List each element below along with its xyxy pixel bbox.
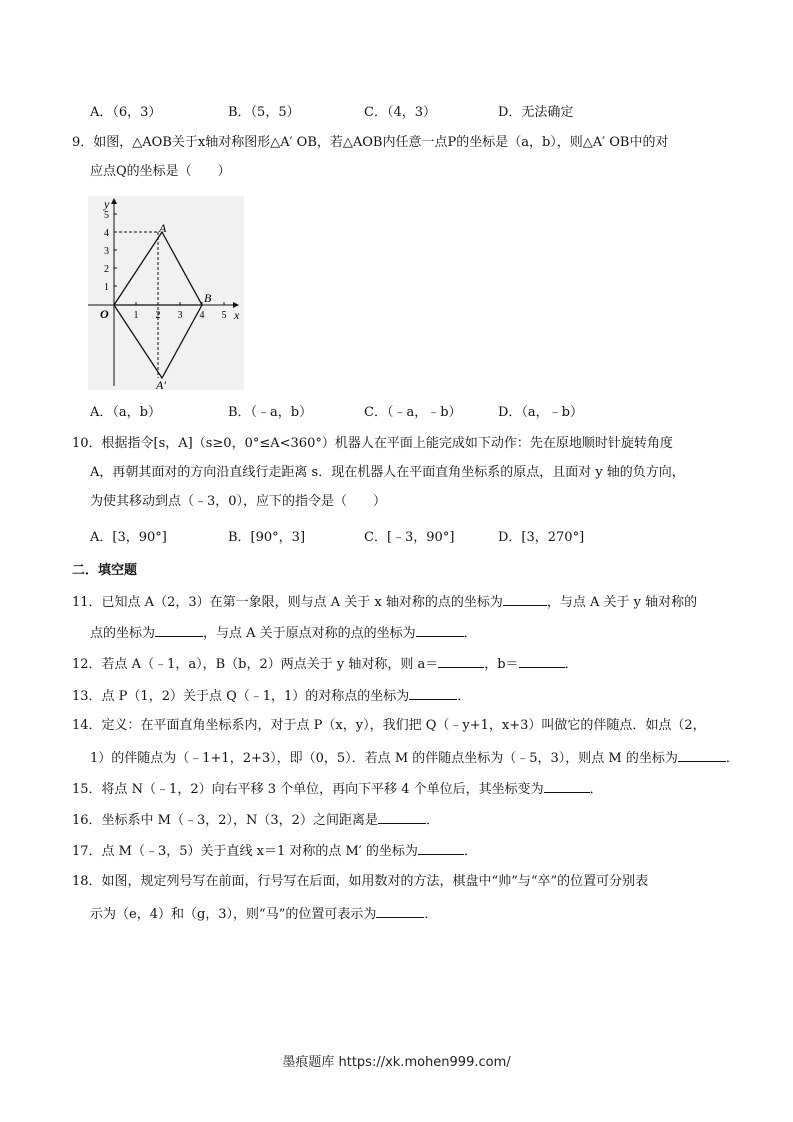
q11-blank-2 <box>155 622 203 637</box>
y-tick-label: 1 <box>104 282 109 293</box>
q11-blank-3 <box>416 622 464 637</box>
q17-blank <box>418 840 464 855</box>
q11-line1 <box>72 591 697 613</box>
origin-label: O <box>100 307 109 321</box>
q17-line <box>72 840 477 862</box>
q15-line <box>72 778 603 800</box>
q18-text-a: 示为（e，4）和（g，3），则“马”的位置可表示为 <box>90 907 377 922</box>
q15-text-b: ． <box>589 782 603 797</box>
q9-figure-svg <box>88 196 244 390</box>
q9-option-d: D．（a，﹣b） <box>498 405 583 420</box>
q12-blank-2 <box>519 653 565 668</box>
q10-option-d: D．[3，270°] <box>498 530 585 545</box>
point-a-prime-label: A′ <box>156 378 166 390</box>
q11-text-a: 11．已知点 A（2，3）在第一象限，则与点 A 关于 x 轴对称的点的坐标为 <box>72 595 503 610</box>
q12-text-c: ． <box>564 657 578 672</box>
q13-text-a: 13．点 P（1，2）关于点 Q（﹣1，1）的对称点的坐标为 <box>72 689 410 704</box>
q11-text-d: ，与点 A 关于原点对称的点的坐标为 <box>203 626 416 641</box>
page-footer-watermark: 墨痕题库 https://xk.mohen999.com/ <box>282 1055 511 1070</box>
q16-blank <box>378 809 426 824</box>
q10-question-line1: 10．根据指令[s，A]（s≥0，0°≤A<360°）机器人在平面上能完成如下动作：先在原地顺时针旋转角度 <box>72 436 673 451</box>
x-tick-label: 3 <box>177 310 183 321</box>
q8-option-c: C．（4，3） <box>364 105 436 120</box>
q9-question-line1: 9．如图，△AOB关于x轴对称图形△A′ OB，若△AOB内任意一点P的坐标是（a，b），则△A′ OB中的对 <box>72 135 669 150</box>
y-tick-labels <box>104 210 109 293</box>
q14-text-a: 1）的伴随点为（﹣1+1，2+3），即（0，5）．若点 M 的伴随点坐标为（﹣5，3），则点 M 的坐标为 <box>90 751 678 766</box>
x-axis-label: x <box>234 308 240 322</box>
y-tick-label: 2 <box>104 264 109 275</box>
q11-blank-1 <box>503 591 547 606</box>
q9-question-line2: 应点Q的坐标是（ ） <box>90 164 231 179</box>
q16-text-a: 16．坐标系中 M（﹣3，2），N（3，2）之间距离是 <box>72 813 378 828</box>
x-tick-label: 4 <box>199 310 205 321</box>
q8-option-d: D．无法确定 <box>498 105 574 120</box>
q17-text-b: ． <box>463 844 477 859</box>
q10-option-a: A．[3，90°] <box>90 530 167 545</box>
q18-line1: 18．如图，规定列号写在前面，行号写在后面，如用数对的方法，棋盘中“帅”与“卒”的位置可分别表 <box>72 874 649 889</box>
q15-blank <box>544 778 590 793</box>
q12-line <box>72 653 578 675</box>
x-tick-label: 5 <box>221 310 227 321</box>
q14-line2 <box>90 747 739 769</box>
x-tick-labels <box>134 310 227 321</box>
q14-blank <box>678 747 726 762</box>
q18-text-b: ． <box>424 907 438 922</box>
y-tick-label: 4 <box>104 228 109 239</box>
q16-text-b: ． <box>425 813 439 828</box>
q13-blank <box>409 685 457 700</box>
q12-text-b: ，b＝ <box>484 657 519 672</box>
q12-blank-1 <box>438 653 484 668</box>
section-heading: 二．填空题 <box>72 563 138 578</box>
q17-text-a: 17．点 M（﹣3，5）关于直线 x＝1 对称的点 M′ 的坐标为 <box>72 844 418 859</box>
x-tick-label: 2 <box>155 310 161 321</box>
x-tick-label: 1 <box>133 310 139 321</box>
y-tick-label: 5 <box>104 210 109 221</box>
q18-blank <box>376 903 424 918</box>
y-axis-label: y <box>104 197 110 211</box>
q11-line2 <box>90 622 477 644</box>
q18-line2 <box>90 903 437 925</box>
q8-option-b: B．（5，5） <box>228 105 300 120</box>
q12-text-a: 12．若点 A（﹣1，a），B（b，2）两点关于 y 轴对称，则 a＝ <box>72 657 439 672</box>
y-tick-label: 3 <box>104 246 109 257</box>
q14-line1: 14．定义：在平面直角坐标系内，对于点 P（x，y），我们把 Q（﹣y+1，x+3）叫做它的伴随点．如点（2， <box>72 718 706 733</box>
q9-option-a: A．（a，b） <box>90 405 161 420</box>
q9-option-b: B．（﹣a，b） <box>228 405 313 420</box>
q8-option-a: A．（6，3） <box>90 105 162 120</box>
q10-question-line2: A，再朝其面对的方向沿直线行走距离 s．现在机器人在平面直角坐标系的原点，且面对 y 轴的负方向， <box>90 465 685 480</box>
point-a-label: A <box>159 221 167 235</box>
q11-text-b: ，与点 A 关于 y 轴对称的 <box>546 595 698 610</box>
q15-text-a: 15．将点 N（﹣1，2）向右平移 3 个单位，再向下平移 4 个单位后，其坐标变为 <box>72 782 544 797</box>
point-b-label: B <box>204 291 212 305</box>
q11-text-c: 点的坐标为 <box>90 626 156 641</box>
q9-option-c: C．（﹣a，﹣b） <box>364 405 462 420</box>
q9-coordinate-figure <box>88 196 244 390</box>
q14-text-b: ． <box>725 751 739 766</box>
q10-option-c: C．[﹣3，90°] <box>364 530 455 545</box>
q13-text-b: ． <box>457 689 471 704</box>
q13-line <box>72 685 470 707</box>
q11-text-e: ． <box>463 626 477 641</box>
q10-option-b: B．[90°，3] <box>228 530 306 545</box>
q10-question-line3: 为使其移动到点（﹣3，0），应下的指令是（ ） <box>90 494 387 509</box>
q16-line <box>72 809 439 831</box>
